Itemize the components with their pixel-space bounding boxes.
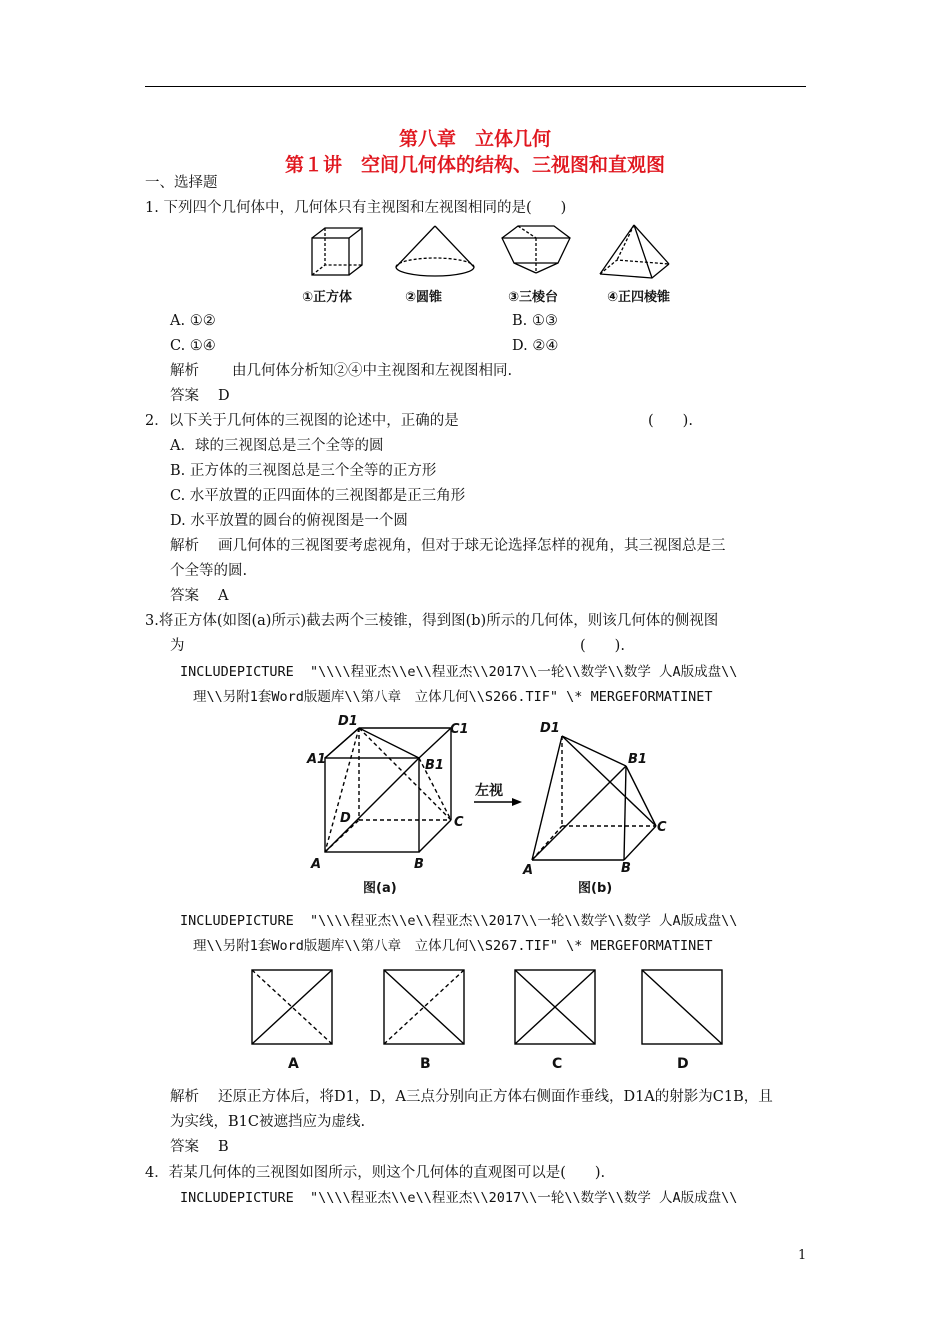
q2-option-c: C. 水平放置的正四面体的三视图都是正三角形 <box>170 488 466 504</box>
q4-include-line1: INCLUDEPICTURE "\\\\程亚杰\\e\\程亚杰\\2017\\一轮\\数学\\数学 人A版成盘\\ <box>180 1190 738 1206</box>
q1-answer-label: 答案 <box>170 388 199 404</box>
q1-analysis: 由几何体分析知②④中主视图和左视图相同. <box>232 363 513 379</box>
q3-cube-figure <box>300 710 690 900</box>
choice-b-label: B <box>420 1056 431 1072</box>
header-rule <box>145 86 806 87</box>
q4-stem: 4．若某几何体的三视图如图所示，则这个几何体的直观图可以是( ). <box>145 1165 606 1181</box>
lesson-title: 第１讲 空间几何体的结构、三视图和直观图 <box>284 154 665 176</box>
q2-option-a: A．球的三视图总是三个全等的圆 <box>170 438 384 454</box>
q2-option-d: D. 水平放置的圆台的俯视图是一个圆 <box>170 513 408 529</box>
figa-vertex-a1: A1 <box>307 752 327 767</box>
q1-option-c: C. ①④ <box>170 338 216 354</box>
choice-d-label: D <box>677 1056 689 1072</box>
q3-include1-line1: INCLUDEPICTURE "\\\\程亚杰\\e\\程亚杰\\2017\\一轮\\数学\\数学 人A版成盘\\ <box>180 664 738 680</box>
figa-vertex-d1: D1 <box>338 714 358 729</box>
figa-caption: 图(a) <box>363 881 397 896</box>
figa-vertex-d: D <box>340 811 351 826</box>
q3-analysis-line2: 为实线，B1C被遮挡应为虚线. <box>170 1114 366 1130</box>
figb-vertex-b: B <box>621 861 631 876</box>
q1-analysis-label: 解析 <box>170 363 199 379</box>
choice-c-label: C <box>552 1056 563 1072</box>
page-number: 1 <box>798 1248 807 1263</box>
q1-stem: 1. 下列四个几何体中，几何体只有主视图和左视图相同的是( ) <box>145 200 567 216</box>
q3-answer-label: 答案 <box>170 1139 199 1155</box>
q3-answer: B <box>218 1139 229 1155</box>
q3-stem-line1: 3.将正方体(如图(a)所示)截去两个三棱锥，得到图(b)所示的几何体，则该几何体的侧视图 <box>145 613 719 629</box>
q1-label-frustum: ③三棱台 <box>508 290 559 305</box>
q2-analysis-line1: 画几何体的三视图要考虑视角，但对于球无论选择怎样的视角，其三视图总是三 <box>218 538 726 554</box>
choice-a-label: A <box>288 1056 299 1072</box>
figa-vertex-c: C <box>454 815 464 830</box>
q1-label-pyramid: ④正四棱锥 <box>607 290 671 305</box>
side-view-arrow-label: 左视 <box>475 783 503 799</box>
q3-include1-line2: 理\\另附1套Word版题库\\第八章 立体几何\\S266.TIF" \* MERGEFORMATINET <box>193 689 713 705</box>
q2-analysis-line2: 个全等的圆. <box>170 563 248 579</box>
q1-option-a: A. ①② <box>170 313 216 329</box>
q1-answer: D <box>218 388 230 404</box>
q2-analysis-label: 解析 <box>170 538 199 554</box>
q3-include2-line2: 理\\另附1套Word版题库\\第八章 立体几何\\S267.TIF" \* MERGEFORMATINET <box>193 938 713 954</box>
q3-choices-figure <box>250 968 730 1048</box>
figa-vertex-b1: B1 <box>425 758 444 773</box>
q2-answer-label: 答案 <box>170 588 199 604</box>
q1-option-b: B. ①③ <box>512 313 558 329</box>
q1-label-cone: ②圆锥 <box>405 290 443 305</box>
q1-label-cube: ①正方体 <box>302 290 353 305</box>
q1-option-d: D. ②④ <box>512 338 559 354</box>
q2-option-b: B. 正方体的三视图总是三个全等的正方形 <box>170 463 437 479</box>
figa-vertex-a: A <box>311 857 322 872</box>
figa-vertex-c1: C1 <box>450 722 469 737</box>
figb-vertex-d1: D1 <box>540 721 560 736</box>
figb-vertex-b1: B1 <box>628 752 647 767</box>
figa-vertex-b: B <box>414 857 424 872</box>
q3-analysis-line1: 还原正方体后，将D1，D，A三点分别向正方体右侧面作垂线，D1A的射影为C1B，且 <box>218 1089 773 1105</box>
section-heading: 一、选择题 <box>145 175 218 191</box>
q2-stem-blank: ( ). <box>648 413 693 429</box>
chapter-title: 第八章 立体几何 <box>398 128 551 150</box>
q3-include2-line1: INCLUDEPICTURE "\\\\程亚杰\\e\\程亚杰\\2017\\一轮\\数学\\数学 人A版成盘\\ <box>180 913 738 929</box>
q2-answer: A <box>218 588 229 604</box>
q3-stem-blank: ( ). <box>580 638 625 654</box>
figb-vertex-c: C <box>657 820 667 835</box>
q3-analysis-label: 解析 <box>170 1089 199 1105</box>
figb-caption: 图(b) <box>578 881 613 896</box>
cube-front-face <box>312 238 349 275</box>
q2-stem: 2．以下关于几何体的三视图的论述中，正确的是 <box>145 413 459 429</box>
q3-stem-line2: 为 <box>170 638 185 654</box>
figb-vertex-a: A <box>523 863 534 878</box>
